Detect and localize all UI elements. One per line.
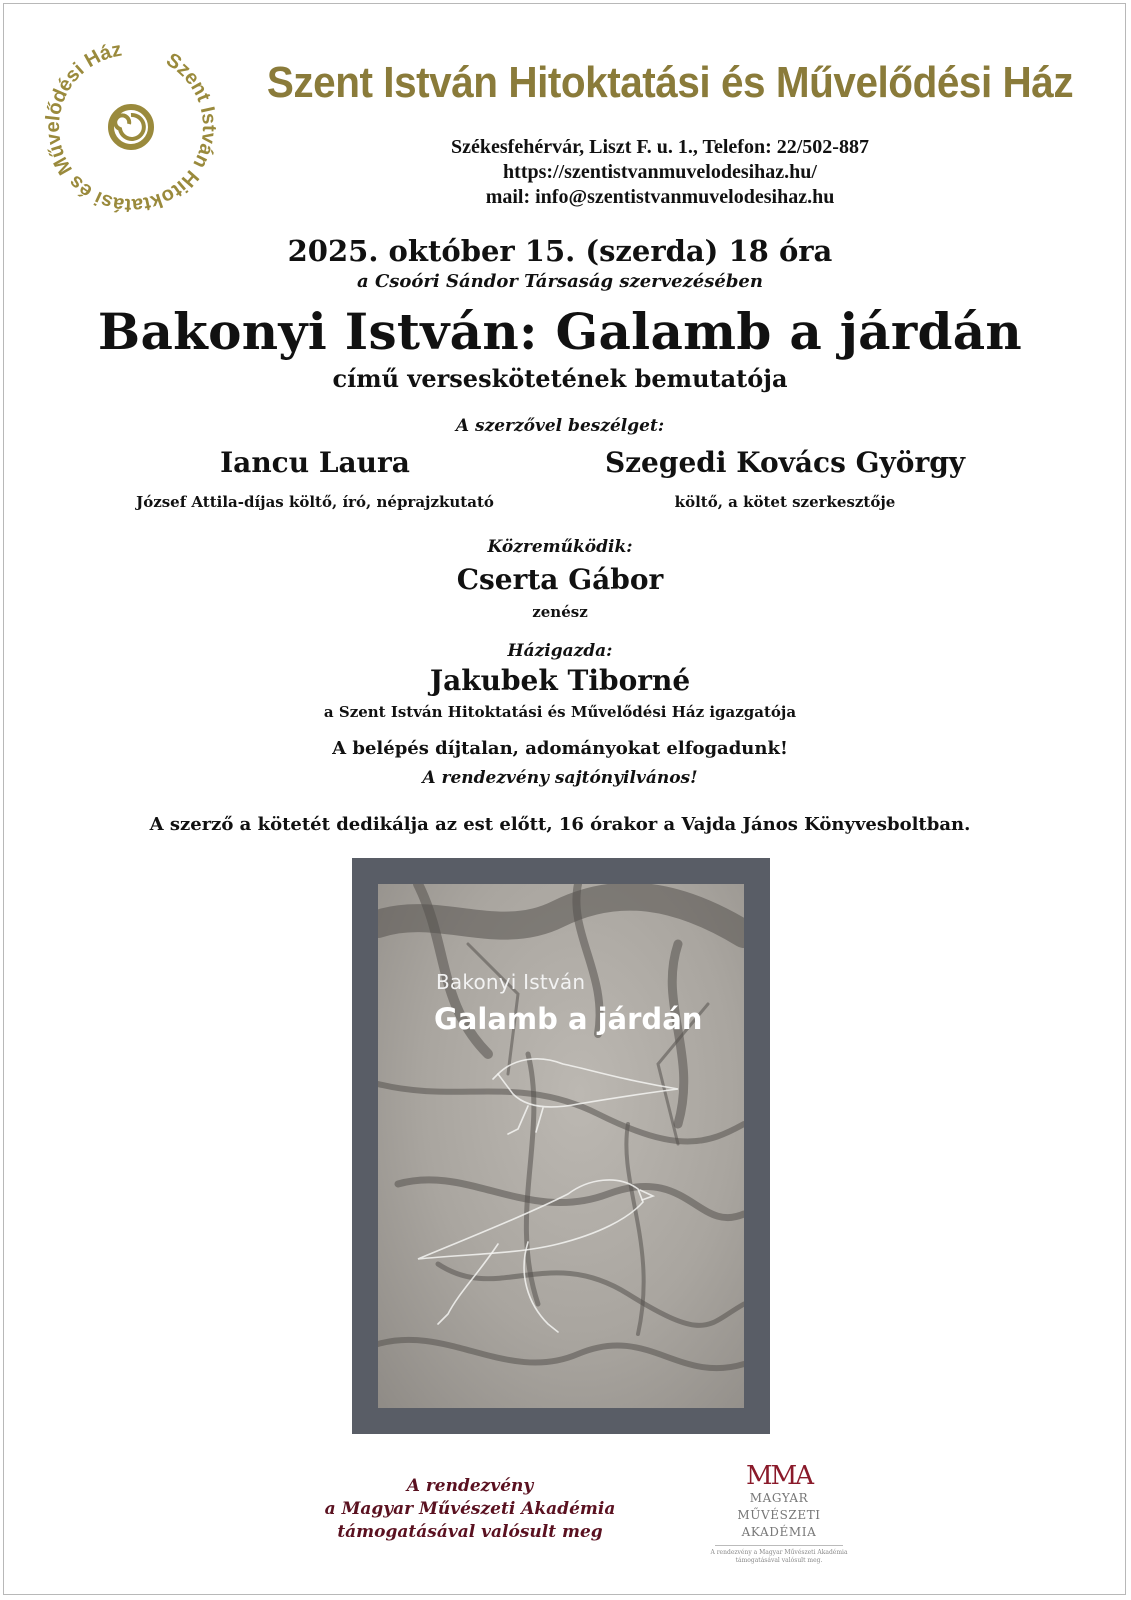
mma-name-line-2: AKADÉMIA — [741, 1525, 817, 1539]
host-role: a Szent István Hitoktatási és Művelődési Ház igazgatója — [323, 703, 797, 721]
support-line-1: A rendezvény — [406, 1476, 534, 1496]
book-cover-title: Galamb a járdán — [434, 1002, 703, 1036]
organization-title: Szent István Hitoktatási és Művelődési Ház — [266, 58, 1074, 107]
mma-mark: MMA — [745, 1461, 813, 1491]
website-link[interactable]: https://szentistvanmuvelodesihaz.hu/ — [503, 161, 817, 183]
mma-name-line-1: MAGYAR MŰVÉSZETI — [737, 1491, 821, 1522]
mma-small-text-2: támogatásával valósult meg. — [735, 1557, 823, 1564]
conversation-label: A szerzővel beszélget: — [455, 416, 665, 436]
event-organizer: a Csoóri Sándor Társaság szervezésében — [357, 271, 763, 292]
mma-small-text-1: A rendezvény a Magyar Művészeti Akadémia — [710, 1549, 848, 1556]
event-subtitle: című verseskötetének bemutatója — [332, 364, 788, 393]
logo-ring-text: Szent István Hitoktatási és Művelődési Ház — [41, 38, 221, 217]
press-note: A rendezvény sajtónyilvános! — [422, 768, 698, 788]
email-line[interactable]: mail: info@szentistvanmuvelodesihaz.hu — [485, 186, 835, 208]
mma-logo — [706, 1462, 852, 1565]
bird-1-drawing — [498, 1059, 678, 1107]
support-line-3: támogatásával valósult meg — [337, 1522, 603, 1542]
speaker-1-name: Iancu Laura — [220, 446, 410, 479]
book-cover-author: Bakonyi István — [436, 970, 586, 994]
entry-note: A belépés díjtalan, adományokat elfogadunk! — [332, 738, 788, 759]
svg-text:Szent István Hitoktatási és Mű — [40, 36, 222, 218]
contributor-name: Cserta Gábor — [456, 563, 664, 596]
host-name: Jakubek Tiborné — [429, 664, 691, 697]
address-line: Székesfehérvár, Liszt F. u. 1., Telefon: 22/502-887 — [451, 136, 869, 158]
logo-emblem — [40, 36, 222, 218]
book-cover-image — [352, 858, 770, 1434]
contributor-label: Közreműködik: — [487, 537, 633, 557]
event-title: Bakonyi István: Galamb a járdán — [97, 302, 1023, 361]
event-date: 2025. október 15. (szerda) 18 óra — [287, 234, 833, 268]
mma-divider — [715, 1545, 843, 1546]
speaker-1-role: József Attila-díjas költő, író, néprajzkutató — [136, 493, 494, 511]
branch-shadows-illustration — [378, 884, 744, 1408]
signing-note: A szerző a kötetét dedikálja az est előtt, 16 órakor a Vajda János Könyvesboltban. — [149, 814, 971, 835]
book-cover-art — [378, 884, 744, 1408]
contributor-role: zenész — [532, 603, 588, 621]
speaker-2-name: Szegedi Kovács György — [604, 446, 966, 479]
support-line-2: a Magyar Művészeti Akadémia — [324, 1499, 616, 1519]
speaker-2-role: költő, a kötet szerkesztője — [674, 493, 896, 511]
host-label: Házigazda: — [507, 641, 613, 661]
